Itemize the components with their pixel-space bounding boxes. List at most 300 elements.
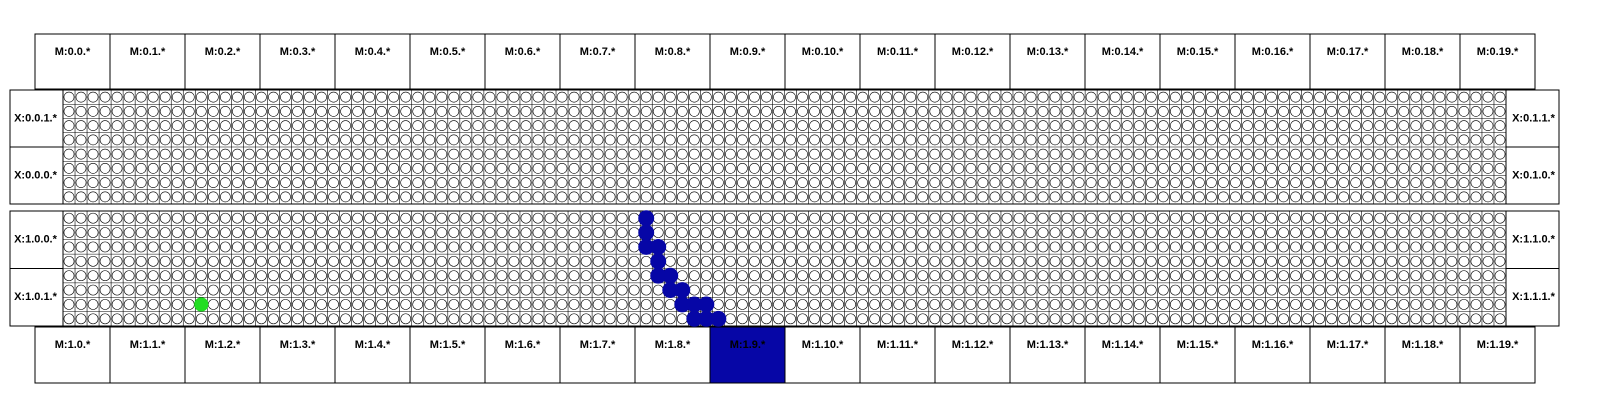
switch-node (461, 192, 471, 202)
switch-node (918, 92, 928, 102)
switch-node (1122, 135, 1132, 145)
switch-node (1062, 228, 1072, 238)
switch-node (148, 256, 158, 266)
switch-node (112, 121, 122, 131)
switch-node (365, 299, 375, 309)
switch-node (713, 242, 723, 252)
right-port[interactable] (1506, 90, 1559, 147)
switch-node (1483, 285, 1493, 295)
switch-node (713, 213, 723, 223)
top-port-box (1385, 34, 1460, 89)
top-port[interactable] (935, 34, 1010, 89)
switch-node (389, 106, 399, 116)
top-port[interactable] (560, 34, 635, 89)
switch-node (1387, 163, 1397, 173)
switch-node (244, 163, 254, 173)
switch-node (232, 135, 242, 145)
switch-node (581, 135, 591, 145)
bottom-port[interactable] (260, 327, 335, 383)
switch-node (341, 121, 351, 131)
switch-node (1254, 228, 1264, 238)
switch-node (942, 92, 952, 102)
switch-node (497, 163, 507, 173)
switch-node (990, 299, 1000, 309)
switch-node (761, 228, 771, 238)
switch-node (1291, 135, 1301, 145)
top-port[interactable] (1310, 34, 1385, 89)
switch-node (100, 228, 110, 238)
switch-node (292, 121, 302, 131)
switch-node (906, 135, 916, 145)
switch-node (1435, 213, 1445, 223)
top-port[interactable] (860, 34, 935, 89)
switch-node (76, 149, 86, 159)
switch-node (990, 178, 1000, 188)
switch-node (665, 228, 675, 238)
top-port[interactable] (710, 34, 785, 89)
switch-node (1483, 256, 1493, 266)
switch-node (834, 285, 844, 295)
switch-node (1014, 106, 1024, 116)
bottom-port[interactable] (110, 327, 185, 383)
switch-node (797, 228, 807, 238)
switch-node (858, 256, 868, 266)
switch-node (822, 228, 832, 238)
switch-node (449, 192, 459, 202)
bottom-port-box (560, 327, 635, 383)
left-port-label: X:0.0.0.* (14, 169, 57, 182)
switch-node (858, 178, 868, 188)
switch-node (1146, 192, 1156, 202)
switch-node (846, 299, 856, 309)
switch-node (822, 192, 832, 202)
switch-node (413, 149, 423, 159)
switch-node (232, 92, 242, 102)
switch-node (1435, 92, 1445, 102)
switch-node (942, 213, 952, 223)
top-port[interactable] (1460, 34, 1535, 89)
switch-node (401, 271, 411, 281)
switch-node (316, 299, 326, 309)
switch-node (773, 285, 783, 295)
bottom-port[interactable] (560, 327, 635, 383)
switch-node (1242, 121, 1252, 131)
switch-node (533, 285, 543, 295)
switch-node (1423, 163, 1433, 173)
switch-node (725, 178, 735, 188)
switch-node (473, 242, 483, 252)
switch-node (497, 92, 507, 102)
switch-node (1242, 271, 1252, 281)
switch-node (1230, 299, 1240, 309)
switch-node (1254, 178, 1264, 188)
switch-node (208, 256, 218, 266)
switch-node (136, 256, 146, 266)
switch-node (617, 213, 627, 223)
switch-node (377, 92, 387, 102)
switch-node (882, 92, 892, 102)
switch-node (641, 285, 651, 295)
switch-node (316, 213, 326, 223)
bottom-port[interactable] (335, 327, 410, 383)
switch-node (569, 271, 579, 281)
switch-node (1435, 285, 1445, 295)
switch-node (918, 228, 928, 238)
switch-node (1170, 106, 1180, 116)
switch-node (1254, 285, 1264, 295)
switch-node (1411, 192, 1421, 202)
switch-node (918, 163, 928, 173)
switch-node (581, 163, 591, 173)
switch-node (1495, 192, 1505, 202)
switch-node (1351, 192, 1361, 202)
bottom-port[interactable] (35, 327, 110, 383)
switch-node (1146, 135, 1156, 145)
switch-node (1134, 163, 1144, 173)
switch-node (1315, 106, 1325, 116)
top-port[interactable] (410, 34, 485, 89)
switch-node (1194, 271, 1204, 281)
top-port[interactable] (110, 34, 185, 89)
switch-node (184, 213, 194, 223)
switch-node (737, 299, 747, 309)
bottom-port[interactable] (635, 327, 710, 383)
switch-node (1447, 149, 1457, 159)
switch-node (1158, 299, 1168, 309)
switch-node (1170, 192, 1180, 202)
switch-node (1062, 121, 1072, 131)
switch-node (1146, 228, 1156, 238)
switch-node (545, 314, 555, 324)
switch-node (1230, 213, 1240, 223)
switch-node (413, 163, 423, 173)
switch-node (1327, 92, 1337, 102)
switch-node (978, 106, 988, 116)
switch-node (834, 213, 844, 223)
bottom-port[interactable] (410, 327, 485, 383)
switch-node (449, 121, 459, 131)
switch-node (557, 228, 567, 238)
switch-node (1194, 106, 1204, 116)
switch-node (1471, 299, 1481, 309)
bottom-port[interactable] (185, 327, 260, 383)
switch-node (1218, 92, 1228, 102)
switch-node (244, 121, 254, 131)
right-port[interactable] (1506, 269, 1559, 327)
switch-node (365, 285, 375, 295)
top-port[interactable] (260, 34, 335, 89)
switch-node (942, 163, 952, 173)
switch-node (365, 149, 375, 159)
top-port[interactable] (1385, 34, 1460, 89)
switch-node (256, 314, 266, 324)
switch-node (172, 228, 182, 238)
top-port[interactable] (1010, 34, 1085, 89)
switch-node (1423, 92, 1433, 102)
bottom-port[interactable] (935, 327, 1010, 383)
switch-node (1303, 256, 1313, 266)
switch-node (1014, 271, 1024, 281)
switch-node (461, 121, 471, 131)
switch-node (1158, 106, 1168, 116)
switch-node (954, 192, 964, 202)
switch-node (256, 192, 266, 202)
switch-node (1242, 242, 1252, 252)
switch-node (1038, 121, 1048, 131)
switch-node (353, 106, 363, 116)
top-port[interactable] (35, 34, 110, 89)
top-port[interactable] (485, 34, 560, 89)
switch-node (1098, 213, 1108, 223)
switch-node (653, 163, 663, 173)
top-port[interactable] (785, 34, 860, 89)
switch-node (1194, 228, 1204, 238)
top-port[interactable] (185, 34, 260, 89)
switch-node (1495, 178, 1505, 188)
switch-node (1230, 149, 1240, 159)
bottom-port[interactable] (1385, 327, 1460, 383)
switch-node (521, 242, 531, 252)
switch-node (1459, 314, 1469, 324)
switch-node (1435, 149, 1445, 159)
switch-node (870, 213, 880, 223)
bottom-port[interactable] (1235, 327, 1310, 383)
switch-node (822, 242, 832, 252)
switch-node (1194, 192, 1204, 202)
switch-node (485, 299, 495, 309)
switch-node (1110, 135, 1120, 145)
bottom-port[interactable] (1460, 327, 1535, 383)
switch-node (1327, 192, 1337, 202)
switch-node (1230, 135, 1240, 145)
switch-node (593, 135, 603, 145)
switch-node (76, 285, 86, 295)
switch-node (749, 285, 759, 295)
switch-node (268, 213, 278, 223)
switch-node (124, 135, 134, 145)
switch-node (1266, 178, 1276, 188)
switch-node (665, 121, 675, 131)
switch-node (1170, 285, 1180, 295)
switch-node (966, 271, 976, 281)
left-port[interactable] (10, 147, 63, 204)
bottom-port[interactable] (860, 327, 935, 383)
switch-node (1303, 228, 1313, 238)
top-port[interactable] (1235, 34, 1310, 89)
switch-node (858, 121, 868, 131)
switch-node (581, 178, 591, 188)
switch-node (1170, 242, 1180, 252)
switch-node (1026, 121, 1036, 131)
switch-node (617, 256, 627, 266)
left-port[interactable] (10, 211, 63, 269)
switch-node (100, 271, 110, 281)
switch-node (1303, 192, 1313, 202)
switch-node (461, 242, 471, 252)
top-port[interactable] (1085, 34, 1160, 89)
switch-node (268, 192, 278, 202)
switch-node (1158, 256, 1168, 266)
switch-node (232, 192, 242, 202)
switch-node (713, 163, 723, 173)
switch-node (785, 92, 795, 102)
switch-node (858, 213, 868, 223)
switch-node (1483, 149, 1493, 159)
switch-node (1363, 242, 1373, 252)
switch-node (1086, 299, 1096, 309)
switch-node (64, 256, 74, 266)
switch-node (148, 299, 158, 309)
switch-node (100, 149, 110, 159)
switch-node (533, 271, 543, 281)
switch-node (1351, 213, 1361, 223)
top-port-label: M:0.6.* (504, 45, 541, 58)
switch-node (1002, 192, 1012, 202)
bottom-port-label: M:1.14.* (1101, 338, 1144, 351)
switch-node (292, 135, 302, 145)
switch-node (1038, 299, 1048, 309)
switch-node (389, 256, 399, 266)
switch-node (1291, 149, 1301, 159)
right-port[interactable] (1506, 147, 1559, 204)
bottom-port[interactable] (1310, 327, 1385, 383)
switch-node (232, 228, 242, 238)
switch-node (834, 299, 844, 309)
bottom-port[interactable] (485, 327, 560, 383)
switch-node (184, 106, 194, 116)
switch-node (1423, 256, 1433, 266)
switch-node (1278, 228, 1288, 238)
switch-node (208, 178, 218, 188)
switch-node (617, 299, 627, 309)
bottom-port[interactable] (1160, 327, 1235, 383)
switch-node (1194, 178, 1204, 188)
switch-node (725, 92, 735, 102)
switch-node (629, 285, 639, 295)
switch-node (280, 228, 290, 238)
switch-node (689, 121, 699, 131)
switch-node (1110, 92, 1120, 102)
switch-node (1014, 314, 1024, 324)
switch-node (1303, 299, 1313, 309)
switch-node (629, 135, 639, 145)
switch-node (810, 314, 820, 324)
switch-node (858, 192, 868, 202)
switch-node (701, 242, 711, 252)
switch-node (737, 213, 747, 223)
switch-node (954, 178, 964, 188)
switch-node (473, 285, 483, 295)
switch-node (1266, 163, 1276, 173)
switch-node (1242, 92, 1252, 102)
switch-node (413, 213, 423, 223)
switch-node (797, 163, 807, 173)
switch-node (1086, 135, 1096, 145)
bottom-port[interactable] (1010, 327, 1085, 383)
switch-node (1182, 285, 1192, 295)
switch-node (449, 213, 459, 223)
switch-node (773, 192, 783, 202)
switch-node (521, 285, 531, 295)
switch-node (124, 213, 134, 223)
switch-node (581, 299, 591, 309)
switch-node (641, 192, 651, 202)
switch-node (1026, 228, 1036, 238)
left-port[interactable] (10, 269, 63, 327)
switch-node (280, 163, 290, 173)
switch-node (1194, 121, 1204, 131)
switch-node (930, 92, 940, 102)
switch-node (353, 314, 363, 324)
switch-node (1291, 92, 1301, 102)
switch-node (990, 314, 1000, 324)
switch-node (1278, 242, 1288, 252)
switch-node (1351, 256, 1361, 266)
switch-node (858, 299, 868, 309)
switch-node (1110, 149, 1120, 159)
switch-node (1074, 213, 1084, 223)
switch-node (978, 271, 988, 281)
switch-node (737, 271, 747, 281)
switch-node (244, 314, 254, 324)
switch-node (1158, 285, 1168, 295)
switch-node (1146, 242, 1156, 252)
switch-node (1230, 242, 1240, 252)
switch-node (761, 192, 771, 202)
switch-node (1387, 192, 1397, 202)
bottom-port-active[interactable] (710, 327, 785, 383)
switch-node (533, 149, 543, 159)
switch-node (1471, 228, 1481, 238)
switch-node (725, 228, 735, 238)
switch-node (1266, 135, 1276, 145)
bottom-port[interactable] (1085, 327, 1160, 383)
switch-node (954, 242, 964, 252)
switch-node (533, 228, 543, 238)
left-port[interactable] (10, 90, 63, 147)
switch-node (1122, 314, 1132, 324)
switch-node (1423, 271, 1433, 281)
top-port-box (785, 34, 860, 89)
switch-node (76, 163, 86, 173)
switch-node (1363, 178, 1373, 188)
right-port-label: X:0.1.0.* (1512, 169, 1555, 182)
right-port[interactable] (1506, 211, 1559, 269)
switch-node (677, 228, 687, 238)
switch-node (521, 121, 531, 131)
switch-node (136, 228, 146, 238)
top-port[interactable] (635, 34, 710, 89)
switch-node (1399, 299, 1409, 309)
switch-node (304, 299, 314, 309)
switch-node (329, 213, 339, 223)
switch-node (1351, 314, 1361, 324)
switch-node (641, 92, 651, 102)
switch-node (1146, 213, 1156, 223)
switch-node (810, 135, 820, 145)
switch-node (1038, 149, 1048, 159)
switch-node (184, 192, 194, 202)
top-port[interactable] (335, 34, 410, 89)
switch-node (136, 271, 146, 281)
switch-node (1122, 149, 1132, 159)
top-port[interactable] (1160, 34, 1235, 89)
switch-node (846, 228, 856, 238)
bottom-port[interactable] (785, 327, 860, 383)
top-port-box (185, 34, 260, 89)
switch-node (1495, 149, 1505, 159)
switch-node (773, 256, 783, 266)
